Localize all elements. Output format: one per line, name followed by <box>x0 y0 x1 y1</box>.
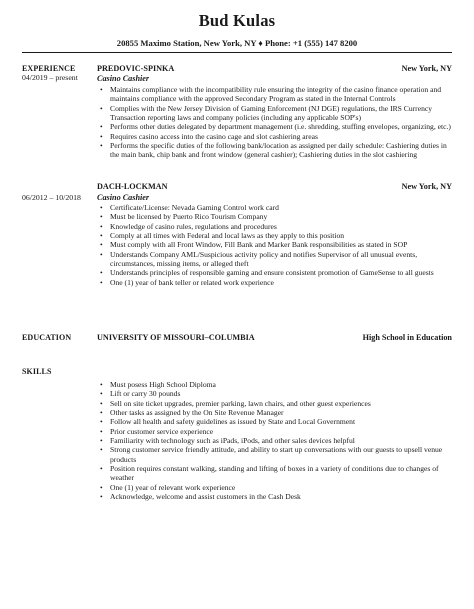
job-1-role: Casino Cashier <box>97 74 150 83</box>
job-2-company: DACH-LOCKMAN <box>97 182 168 191</box>
list-item: • Acknowledge, welcome and assist customers in the Cash Desk <box>100 492 452 501</box>
list-item: • Performs the specific duties of the following bank/location as assigned per daily schedule: Cashiering duties in the main bank, chip bank and front window (general cashier); Cashiering duties in the slot cashiering <box>100 141 452 160</box>
list-item: • Performs other duties delegated by department management (i.e. shredding, stuffing envelopes, organizing, etc.) <box>100 122 452 131</box>
skills-bullet-list <box>100 380 452 501</box>
job-2-dates: 06/2012 – 10/2018 <box>22 193 81 202</box>
list-item: • Maintains compliance with the incompatibility rule ensuring the integrity of the casino finance operation and maintains compliance with the approved Secondary Program as stated in the Internal Controls <box>100 85 452 104</box>
list-item: • Other tasks as assigned by the On Site Revenue Manager <box>100 408 452 417</box>
list-item: • Position requires constant walking, standing and lifting of boxes in a variety of conditions due to changes of weather <box>100 464 452 483</box>
job-1-bullet-list <box>100 85 452 160</box>
list-item: • Must comply with all Front Window, Fill Bank and Marker Bank responsibilities as stated in SOP <box>100 240 452 249</box>
list-item: • Complies with the New Jersey Division of Gaming Enforcement (NJ DGE) regulations, the IRS Currency Transaction reporting laws and company policies (including any applicable SOP's) <box>100 104 452 123</box>
education-section-label: EDUCATION <box>22 333 72 342</box>
list-item: • Familiarity with technology such as iPads, iPods, and other sales devices helpful <box>100 436 452 445</box>
list-item: • Understands Company AML/Suspicious activity policy and notifies Supervisor of all unusual events, circumstances, missing items, or alleged theft <box>100 250 452 269</box>
job-1-dates: 04/2019 – present <box>22 73 78 82</box>
list-item: • Certificate/License: Nevada Gaming Control work card <box>100 203 452 212</box>
list-item: • Requires casino access into the casino cage and slot cashiering areas <box>100 132 452 141</box>
job-1-company: PREDOVIC-SPINKA <box>97 64 175 73</box>
list-item: • Must be licensed by Puerto Rico Tourism Company <box>100 212 452 221</box>
education-school: UNIVERSITY OF MISSOURI–COLUMBIA <box>97 333 255 342</box>
list-item: • Strong customer service friendly attitude, and ability to start up conversations with our guests to upsell venue products <box>100 445 452 464</box>
experience-section-label: EXPERIENCE <box>22 64 76 73</box>
list-item: • One (1) year of relevant work experience <box>100 483 452 492</box>
list-item: • Sell on site ticket upgrades, premier parking, lawn chairs, and other guest experiences <box>100 399 452 408</box>
list-item: • Lift or carry 30 pounds <box>100 389 452 398</box>
header-divider <box>22 52 452 53</box>
list-item: • Follow all health and safety guidelines as issued by State and Local Government <box>100 417 452 426</box>
job-2-role: Casino Cashier <box>97 193 150 202</box>
list-item: • Prior customer service experience <box>100 427 452 436</box>
candidate-name: Bud Kulas <box>198 11 276 30</box>
job-1-location: New York, NY <box>401 64 452 73</box>
job-2-location: New York, NY <box>401 182 452 191</box>
list-item: • One (1) year of bank teller or related work experience <box>100 278 452 287</box>
list-item: • Knowledge of casino rules, regulations and procedures <box>100 222 452 231</box>
list-item: • Comply at all times with Federal and local laws as they apply to this position <box>100 231 452 240</box>
education-degree: High School in Education <box>362 333 452 342</box>
contact-line: 20855 Maximo Station, New York, NY ♦ Phone: +1 (555) 147 8200 <box>116 38 358 48</box>
list-item: • Must posess High School Diploma <box>100 380 452 389</box>
job-2-bullet-list <box>100 203 452 287</box>
skills-section-label: SKILLS <box>22 367 52 376</box>
list-item: • Understands principles of responsible gaming and ensure consistent promotion of GameSense to all guests <box>100 268 452 277</box>
